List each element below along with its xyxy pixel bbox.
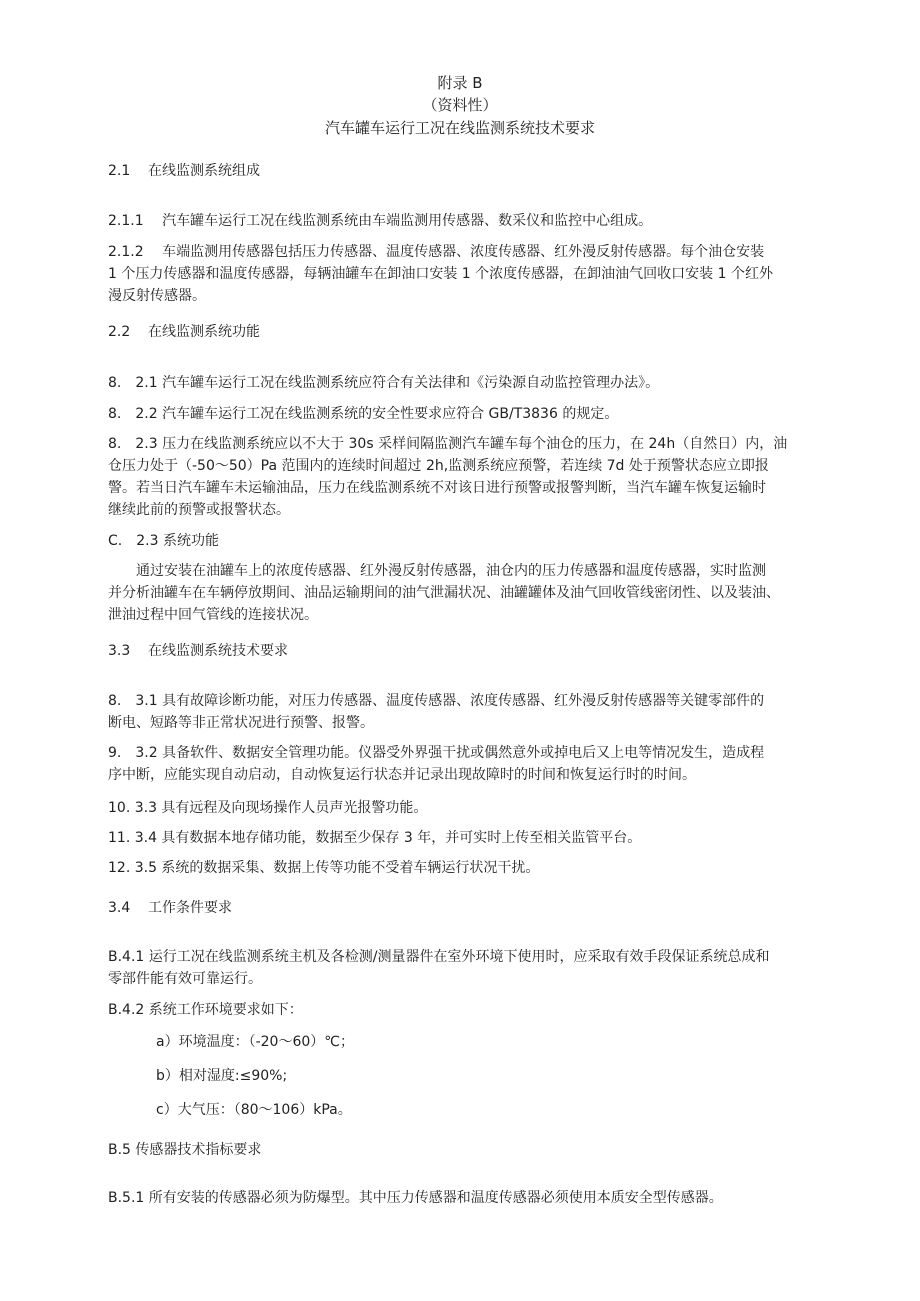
- section-number: 2.2: [108, 324, 131, 340]
- text-line: 泄油过程中回气管线的连接状况。: [108, 607, 318, 623]
- text-line: 并分析油罐车在车辆停放期间、油品运输期间的油气泄漏状况、油罐罐体及油气回收管线密闭性、以及装油、: [108, 585, 780, 601]
- text-line: 通过安装在油罐车上的浓度传感器、红外漫反射传感器，油仓内的压力传感器和温度传感器，实时监测: [136, 563, 766, 579]
- paragraph-8-2-2: [108, 403, 848, 425]
- env-pressure: c）大气压：（80～106）kPa。: [156, 1102, 352, 1118]
- text-line: 2.1.2 车端监测用传感器包括压力传感器、温度传感器、浓度传感器、红外漫反射传感器。每个油仓安装: [108, 244, 765, 260]
- text-line: B.5 传感器技术指标要求: [108, 1142, 262, 1158]
- section-heading-3-3: [108, 641, 288, 661]
- section-heading-2-2: [108, 322, 260, 342]
- document-title: 汽车罐车运行工况在线监测系统技术要求: [324, 119, 595, 137]
- text-line: 漫反射传感器。: [108, 288, 206, 304]
- paragraph-b-4-1: [108, 946, 848, 990]
- section-number: 3.4: [108, 900, 131, 916]
- paragraph-3-3: [108, 797, 848, 819]
- paragraph-b-5-1: [108, 1187, 848, 1209]
- section-number: 2.1: [108, 163, 131, 179]
- heading-b-5: [108, 1139, 848, 1161]
- text-line: 8. 2.3 压力在线监测系统应以不大于 30s 采样间隔监测汽车罐车每个油仓的压力，在 24h（自然日）内，油: [108, 436, 788, 452]
- env-humidity: b）相对湿度:≤90%;: [156, 1068, 288, 1084]
- paragraph-2-1-1: [108, 210, 848, 232]
- text-line: 11. 3.4 具有数据本地存储功能，数据至少保存 3 年，并可实时上传至相关监管平台。: [108, 830, 642, 846]
- text-line: B.5.1 所有安装的传感器必须为防爆型。其中压力传感器和温度传感器必须使用本质安全型传感器。: [108, 1190, 723, 1206]
- paragraph-3-2: [108, 742, 848, 786]
- paragraph-b-4-2: [108, 999, 848, 1021]
- text-line: 零部件能有效可靠运行。: [108, 971, 262, 987]
- section-number: 3.3: [108, 643, 131, 659]
- paragraph-system-function: [108, 560, 848, 626]
- text-line: 序中断，应能实现自动启动，自动恢复运行状态并记录出现故障时的时间和恢复运行时的时间。: [108, 767, 696, 783]
- paragraph-3-1: [108, 690, 848, 734]
- section-title: 在线监测系统组成: [148, 163, 260, 179]
- text-line: 继续此前的预警或报警状态。: [108, 502, 290, 518]
- section-title: 工作条件要求: [148, 900, 232, 916]
- text-line: 8. 2.2 汽车罐车运行工况在线监测系统的安全性要求应符合 GB/T3836 的规定。: [108, 406, 619, 422]
- section-heading-3-4: [108, 898, 232, 918]
- text-line: 8. 2.1 汽车罐车运行工况在线监测系统应符合有关法律和《污染源自动监控管理办法》。: [108, 375, 660, 391]
- text-line: 9. 3.2 具备软件、数据安全管理功能。仪器受外界强干扰或偶然意外或掉电后又上电等情况发生，造成程: [108, 745, 765, 761]
- appendix-label: 附录 B: [437, 74, 483, 92]
- text-line: C. 2.3 系统功能: [108, 533, 219, 549]
- paragraph-3-4: [108, 827, 848, 849]
- section-heading-2-1: [108, 161, 260, 181]
- text-line: 10. 3.3 具有远程及向现场操作人员声光报警功能。: [108, 800, 428, 816]
- text-line: 断电、短路等非正常状况进行预警、报警。: [108, 715, 374, 731]
- text-line: 1 个压力传感器和温度传感器，每辆油罐车在卸油口安装 1 个浓度传感器，在卸油油气回收口安装 1 个红外: [108, 266, 773, 282]
- text-line: B.4.1 运行工况在线监测系统主机及各检测/测量器件在室外环境下使用时，应采取有效手段保证系统总成和: [108, 949, 770, 965]
- paragraph-3-5: [108, 857, 848, 879]
- section-title: 在线监测系统技术要求: [148, 643, 288, 659]
- section-title: 在线监测系统功能: [148, 324, 260, 340]
- paragraph-8-2-1: [108, 372, 848, 394]
- text-line: 12. 3.5 系统的数据采集、数据上传等功能不受着车辆运行状况干扰。: [108, 860, 540, 876]
- paragraph-2-1-2: [108, 241, 848, 307]
- paragraph-8-2-3: [108, 433, 848, 521]
- paragraph-c-2-3: [108, 530, 848, 552]
- text-line: B.4.2 系统工作环境要求如下：: [108, 1002, 303, 1018]
- appendix-type: （资料性）: [422, 96, 498, 114]
- text-line: 警。若当日汽车罐车未运输油品，压力在线监测系统不对该日进行预警或报警判断，当汽车罐车恢复运输时: [108, 480, 766, 496]
- text-line: 仓压力处于（-50～50）Pa 范围内的连续时间超过 2h,监测系统应预警，若连续 7d 处于预警状态应立即报: [108, 458, 769, 474]
- text-line: 8. 3.1 具有故障诊断功能，对压力传感器、温度传感器、浓度传感器、红外漫反射传感器等关键零部件的: [108, 693, 765, 709]
- text-line: 2.1.1 汽车罐车运行工况在线监测系统由车端监测用传感器、数采仪和监控中心组成。: [108, 213, 653, 229]
- env-temperature: a）环境温度：（-20～60）℃；: [156, 1034, 354, 1050]
